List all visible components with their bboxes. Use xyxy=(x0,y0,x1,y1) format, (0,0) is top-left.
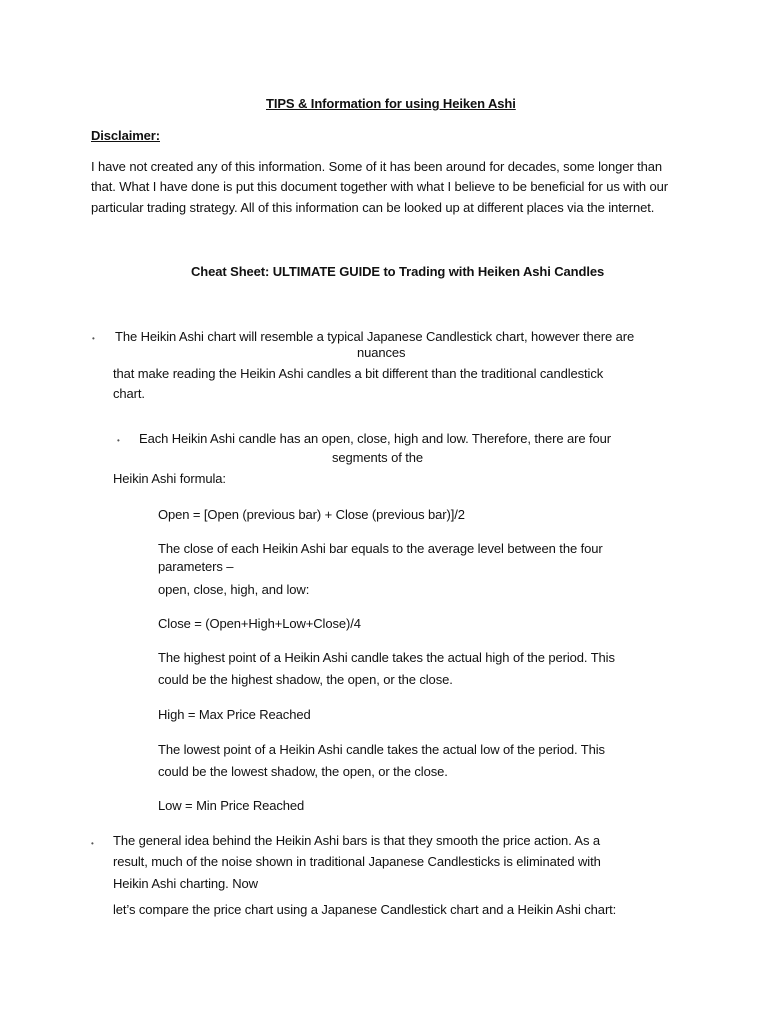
paragraph-3-line-3: Heikin Ashi charting. Now xyxy=(113,876,258,891)
paragraph-1-line-4: chart. xyxy=(113,386,145,401)
document-title: TIPS & Information for using Heiken Ashi xyxy=(266,96,516,111)
paragraph-1-line-2: nuances xyxy=(357,345,406,360)
paragraph-3-line-2: result, much of the noise shown in traditional Japanese Candlesticks is eliminated with xyxy=(113,854,601,869)
high-description-line-1: The highest point of a Heikin Ashi candle takes the actual high of the period. This xyxy=(158,650,615,665)
cheat-sheet-heading: Cheat Sheet: ULTIMATE GUIDE to Trading with Heiken Ashi Candles xyxy=(191,264,605,279)
bullet-icon: • xyxy=(117,436,120,445)
low-description-line-2: could be the lowest shadow, the open, or the close. xyxy=(158,764,448,779)
low-formula: Low = Min Price Reached xyxy=(158,798,305,813)
disclaimer-heading: Disclaimer: xyxy=(91,128,160,143)
high-description-line-2: could be the highest shadow, the open, or the close. xyxy=(158,672,453,687)
paragraph-3-line-1: The general idea behind the Heikin Ashi bars is that they smooth the price action. As a xyxy=(113,833,601,848)
high-formula: High = Max Price Reached xyxy=(158,707,311,722)
paragraph-2-line-2: segments of the xyxy=(332,450,423,465)
bullet-icon: • xyxy=(91,839,94,848)
low-description-line-1: The lowest point of a Heikin Ashi candle takes the actual low of the period. This xyxy=(158,742,605,757)
disclaimer-line-1: I have not created any of this information. Some of it has been around for decades, some longer than xyxy=(91,159,663,174)
paragraph-1-line-1: The Heikin Ashi chart will resemble a typical Japanese Candlestick chart, however there are xyxy=(115,329,635,344)
close-description-line-1: The close of each Heikin Ashi bar equals to the average level between the four xyxy=(158,541,603,556)
close-formula: Close = (Open+High+Low+Close)/4 xyxy=(158,616,361,631)
paragraph-2-line-1: Each Heikin Ashi candle has an open, close, high and low. Therefore, there are four xyxy=(139,431,612,446)
bullet-icon: • xyxy=(92,334,95,343)
disclaimer-line-2: that. What I have done is put this document together with what I believe to be beneficial for us with our xyxy=(91,179,669,194)
disclaimer-line-3: particular trading strategy. All of this information can be looked up at different places via the internet. xyxy=(91,200,655,215)
paragraph-3-line-4: let’s compare the price chart using a Japanese Candlestick chart and a Heikin Ashi chart: xyxy=(113,902,617,917)
close-description-line-2: parameters – xyxy=(158,559,234,574)
paragraph-2-line-3: Heikin Ashi formula: xyxy=(113,471,226,486)
close-description-line-3: open, close, high, and low: xyxy=(158,582,310,597)
paragraph-1-line-3: that make reading the Heikin Ashi candles a bit different than the traditional candlestick xyxy=(113,366,604,381)
open-formula: Open = [Open (previous bar) + Close (previous bar)]/2 xyxy=(158,507,465,522)
